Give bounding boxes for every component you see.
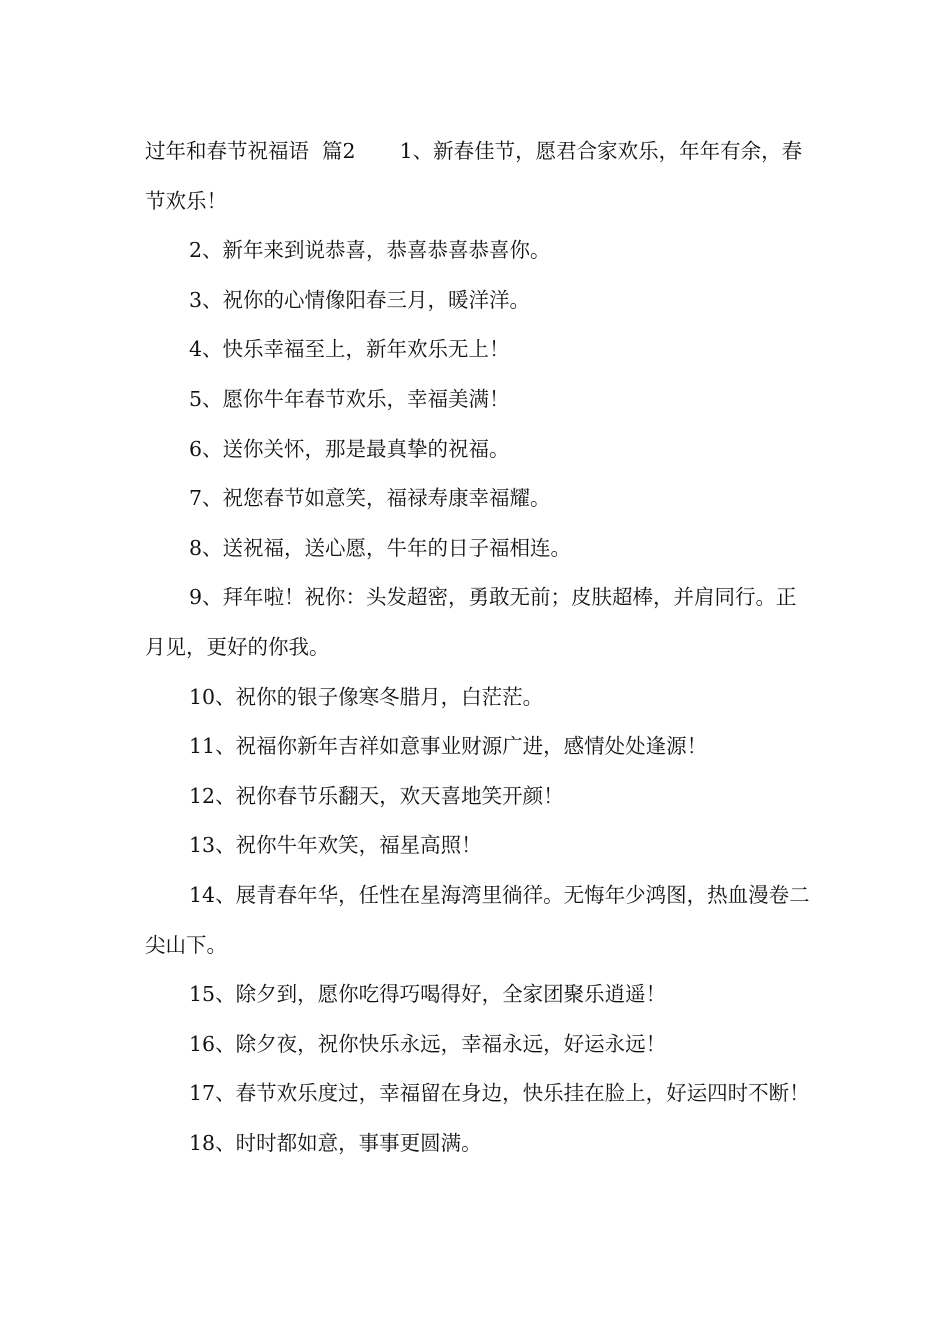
first-paragraph — [145, 127, 815, 226]
list-item: 3、祝你的心情像阳春三月，暖洋洋。 — [189, 287, 531, 312]
list-item: 16、除夕夜，祝你快乐永远，幸福永远，好运永远！ — [189, 1031, 667, 1056]
list-item: 13、祝你牛年欢笑，福星高照！ — [189, 833, 482, 858]
list-item: 9、拜年啦！祝你：头发超密，勇敢无前；皮肤超棒，并肩同行。正月见，更好的你我。 — [145, 585, 797, 659]
list-item: 18、时时都如意，事事更圆满。 — [189, 1130, 482, 1155]
list-item: 14、展青春年华，任性在星海湾里徜徉。无悔年少鸿图，热血漫卷二尖山下。 — [145, 882, 810, 957]
list-item: 5、愿你牛年春节欢乐，幸福美满！ — [189, 386, 510, 411]
list-item: 7、祝您春节如意笑，福禄寿康幸福耀。 — [189, 486, 551, 511]
list-item: 11、祝福你新年吉祥如意事业财源广进，感情处处逢源！ — [189, 734, 708, 759]
list-item: 1、新春佳节，愿君合家欢乐，年年有余，春节欢乐！ — [145, 139, 803, 213]
document-body — [145, 127, 815, 1168]
list-item: 15、除夕到，愿你吃得巧喝得好，全家团聚乐逍遥！ — [189, 982, 667, 1007]
list-item: 17、春节欢乐度过，幸福留在身边，快乐挂在脸上，好运四时不断！ — [189, 1081, 810, 1106]
list-item: 10、祝你的银子像寒冬腊月，白茫茫。 — [189, 684, 544, 709]
document-title: 过年和春节祝福语 篇2 — [145, 139, 356, 163]
list-item: 8、送祝福，送心愿，牛年的日子福相连。 — [189, 535, 572, 560]
list-item: 6、送你关怀，那是最真挚的祝福。 — [189, 436, 510, 461]
list-item: 4、快乐幸福至上，新年欢乐无上！ — [189, 337, 510, 362]
list-item: 12、祝你春节乐翻天，欢天喜地笑开颜！ — [189, 783, 564, 808]
list-item: 2、新年来到说恭喜，恭喜恭喜恭喜你。 — [189, 238, 551, 263]
